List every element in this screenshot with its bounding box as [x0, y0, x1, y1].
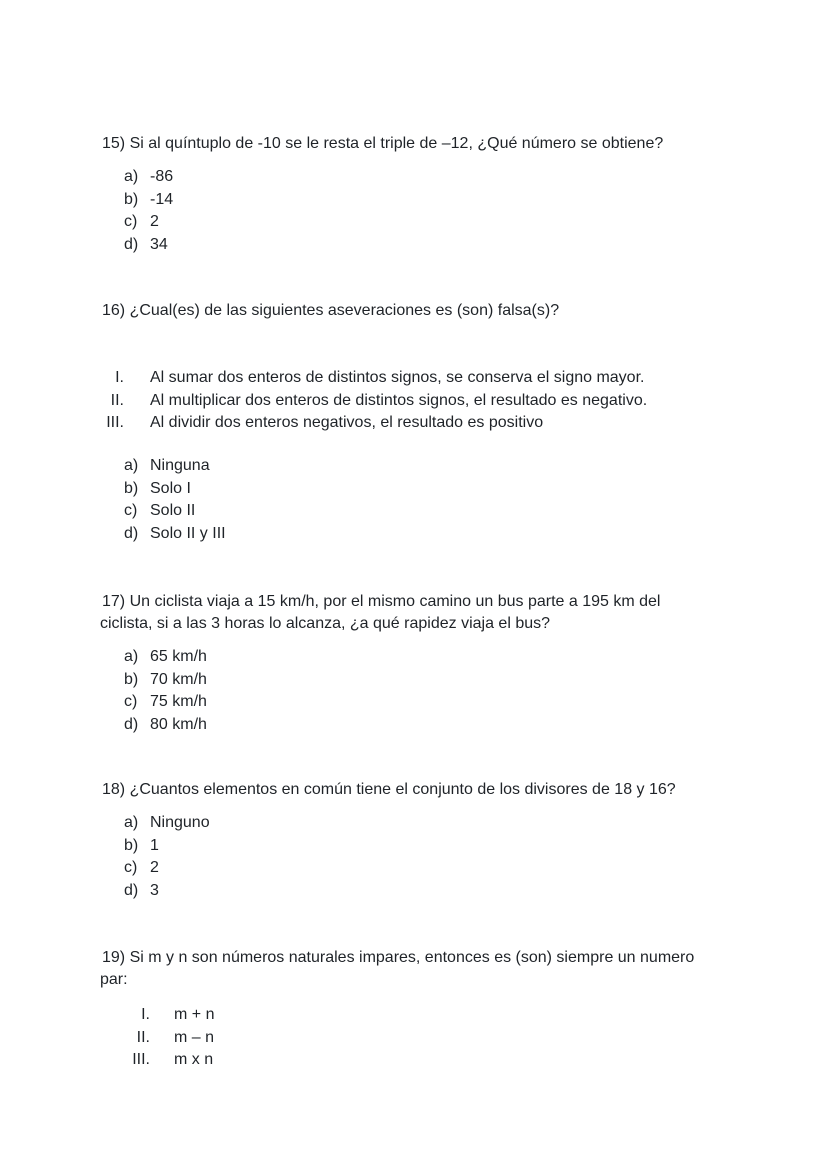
question-text-line-2: par:	[100, 971, 128, 988]
option-c: c) 2	[124, 213, 159, 230]
question-text: 18) ¿Cuantos elementos en común tiene el conjunto de los divisores de 18 y 16?	[102, 781, 676, 798]
option-a: a) 65 km/h	[124, 648, 207, 665]
question-18	[102, 779, 722, 899]
question-text: 16) ¿Cual(es) de las siguientes aseveraciones es (son) falsa(s)?	[102, 302, 560, 319]
statement-list	[124, 1004, 215, 1072]
question-17	[100, 591, 722, 733]
statement-list	[102, 367, 648, 435]
option-b: b) 70 km/h	[124, 670, 207, 688]
statement-ii: II. m – n	[136, 1028, 215, 1046]
question-text-line-1: 19) Si m y n son números naturales impares, entonces es (son) siempre un numero	[102, 949, 695, 966]
question-15	[102, 133, 722, 253]
option-c: c) 2	[124, 859, 159, 876]
option-a: a) Ninguno	[124, 814, 210, 831]
statement-iii: III. Al dividir dos enteros negativos, el resultado es positivo	[106, 414, 544, 431]
option-a: a) -86	[124, 168, 174, 185]
question-text-line-1: 17) Un ciclista viaja a 15 km/h, por el mismo camino un bus parte a 195 km del	[102, 593, 661, 610]
option-b: b) 1	[124, 836, 159, 854]
option-b: b) Solo I	[124, 479, 191, 497]
question-16	[102, 300, 722, 542]
answer-options	[124, 455, 226, 545]
option-d: d) 3	[124, 881, 159, 899]
statement-i: I. m + n	[141, 1006, 215, 1023]
question-19	[100, 947, 722, 1068]
option-d: d) Solo II y III	[124, 524, 226, 542]
answer-options	[124, 166, 173, 256]
option-a: a) Ninguna	[124, 457, 210, 474]
question-text-line-2: ciclista, si a las 3 horas lo alcanza, ¿a qué rapidez viaja el bus?	[100, 615, 551, 632]
statement-i: I. Al sumar dos enteros de distintos signos, se conserva el signo mayor.	[115, 369, 645, 386]
statement-iii: III. m x n	[132, 1051, 214, 1068]
option-d: d) 34	[124, 235, 168, 253]
option-b: b) -14	[124, 190, 174, 208]
option-c: c) 75 km/h	[124, 693, 207, 710]
answer-options	[124, 812, 210, 902]
question-text: 15) Si al quíntuplo de -10 se le resta el triple de –12, ¿Qué número se obtiene?	[102, 135, 664, 152]
option-c: c) Solo II	[124, 502, 196, 519]
option-d: d) 80 km/h	[124, 715, 207, 733]
answer-options	[124, 646, 207, 736]
statement-ii: II. Al multiplicar dos enteros de distintos signos, el resultado es negativo.	[110, 391, 648, 409]
